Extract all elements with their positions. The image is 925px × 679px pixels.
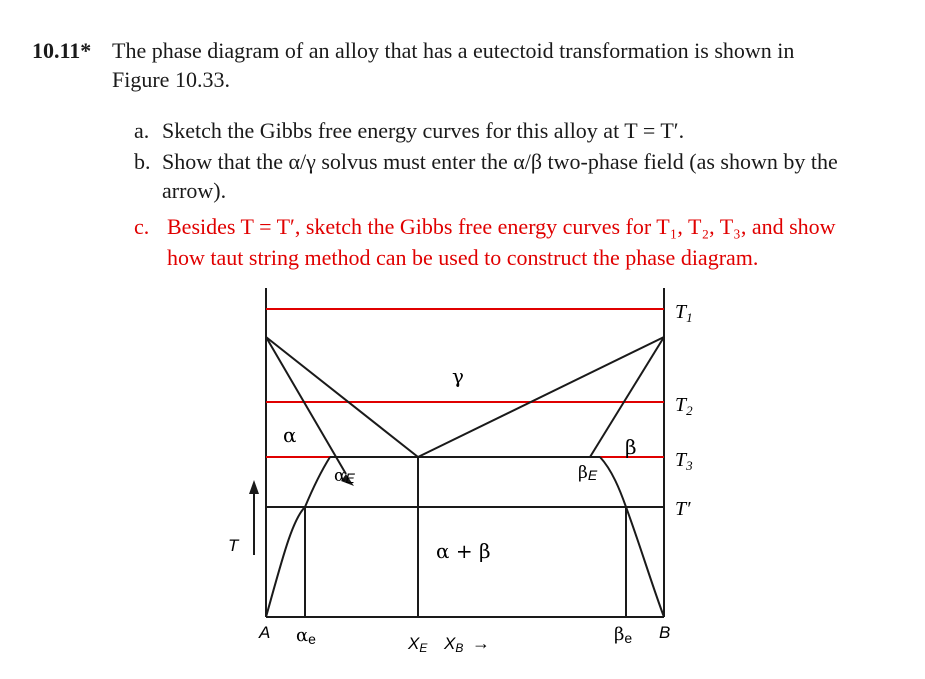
label-beta-e-eutectoid: βE	[578, 463, 598, 483]
problem-statement-line2: Figure 10.33.	[112, 67, 230, 92]
axis-label-beta-e: βe	[614, 624, 633, 646]
part-a-text: Sketch the Gibbs free energy curves for this alloy at T = T′.	[162, 118, 685, 143]
t-axis-arrowhead	[249, 480, 259, 494]
label-beta: β	[625, 435, 637, 459]
label-t1: $T_1$	[675, 301, 693, 325]
axis-label-b: B	[659, 623, 671, 642]
part-b-marker: b.	[134, 149, 151, 174]
part-b-text: Show that the α/γ solvus must enter the α/β two-phase field (as shown by the	[162, 149, 838, 174]
alpha-solvus-curve	[266, 457, 330, 617]
axis-label-t: T	[228, 536, 239, 555]
problem-number: 10.11*	[32, 38, 92, 63]
beta-solvus-curve	[600, 457, 664, 617]
label-tprime: T′	[675, 498, 691, 520]
alpha-gamma-solvus	[266, 337, 346, 474]
label-alpha-e-eutectoid: αE	[334, 466, 355, 486]
axis-label-xb: XB	[444, 634, 464, 655]
axis-label-alpha-e: αe	[296, 625, 316, 647]
axis-label-a: A	[259, 623, 271, 642]
label-t2: $T_2$	[675, 394, 693, 418]
part-c-text: Besides T = T′, sketch the Gibbs free energy curves for T₁, T₂, T₃, and show	[167, 214, 836, 239]
label-alpha-plus-beta: α + β	[436, 539, 491, 563]
part-c-text-cont: how taut string method can be used to construct the phase diagram.	[167, 245, 759, 270]
part-a-marker: a.	[134, 118, 150, 143]
problem-statement-line1: The phase diagram of an alloy that has a eutectoid transformation is shown in	[112, 38, 795, 63]
part-c-marker: c.	[134, 214, 150, 239]
label-gamma: γ	[452, 364, 464, 388]
label-t3: $T_3$	[675, 449, 693, 473]
axis-label-xe: XE	[408, 634, 428, 655]
label-alpha: α	[283, 423, 297, 447]
part-b-text-cont: arrow).	[162, 178, 227, 203]
axis-arrow-right: →	[472, 633, 490, 653]
